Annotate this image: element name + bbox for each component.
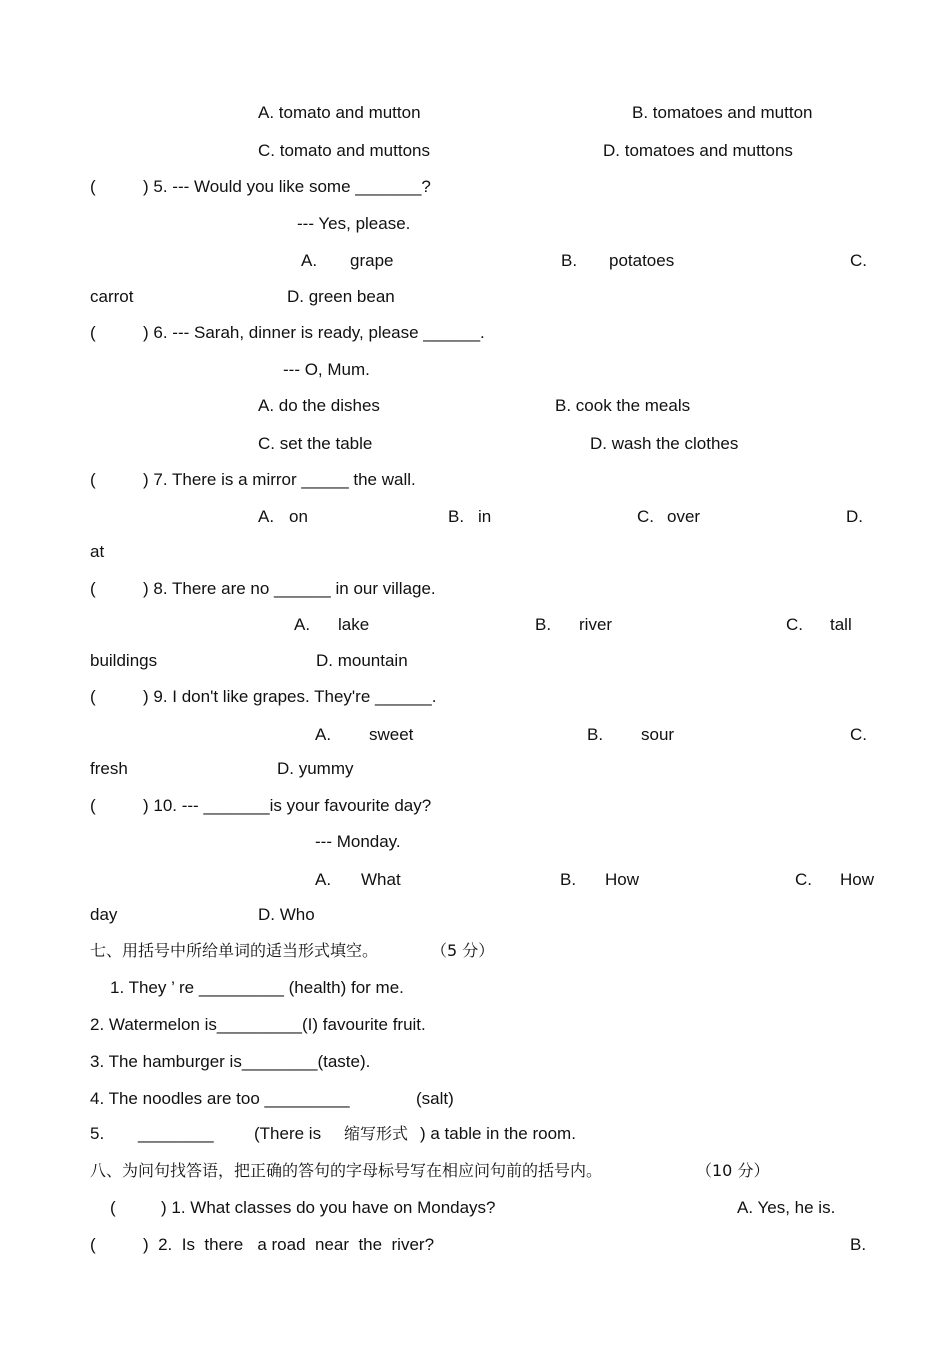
q10-answer-bracket: ( (90, 796, 96, 815)
q8-option-c-continued: buildings (90, 651, 158, 670)
q8-option-c-text: tall (830, 615, 852, 634)
q6-reply: --- O, Mum. (283, 360, 370, 379)
q8-option-d: D. mountain (316, 651, 408, 670)
q9-option-d: D. yummy (277, 759, 354, 778)
section-8-q1-answer: A. Yes, he is. (737, 1198, 836, 1217)
q10-option-c-letter: C. (795, 870, 812, 889)
q7-option-a-text: on (289, 507, 308, 526)
q8-option-c-letter: C. (786, 615, 803, 634)
section-7-item-5-number: 5. (90, 1124, 105, 1143)
q10-reply: --- Monday. (315, 832, 401, 851)
q7-stem: ) 7. There is a mirror _____ the wall. (143, 470, 416, 489)
q5-option-d: D. green bean (287, 287, 395, 306)
q9-answer-bracket: ( (90, 687, 96, 706)
q6-stem: ) 6. --- Sarah, dinner is ready, please ______. (143, 323, 485, 342)
q10-stem: ) 10. --- _______is your favourite day? (143, 796, 432, 815)
q10-option-d: D. Who (258, 905, 315, 924)
section-7-item-3: 3. The hamburger is________(taste). (90, 1052, 371, 1071)
q10-option-c-text: How (840, 870, 875, 889)
q8-option-b-letter: B. (535, 615, 552, 634)
q7-answer-bracket: ( (90, 470, 96, 489)
q6-option-b: B. cook the meals (555, 396, 691, 415)
section-8-q2: ) 2. Is there a road near the river? (143, 1235, 435, 1254)
section-7-heading: 七、用括号中所给单词的适当形式填空。 (90, 941, 379, 960)
q5-answer-bracket: ( (90, 177, 96, 196)
q5-option-b-text: potatoes (609, 251, 675, 270)
q8-option-a-text: lake (338, 615, 370, 634)
q7-option-d-text: at (90, 542, 105, 561)
q5-option-c-letter: C. (850, 251, 867, 270)
q9-option-c-letter: C. (850, 725, 867, 744)
q7-option-c-letter: C. (637, 507, 654, 526)
q10-option-a-letter: A. (315, 870, 332, 889)
q10-option-c-continued: day (90, 905, 118, 924)
section-8-q2-bracket: ( (90, 1235, 96, 1254)
section-7-score: （5 分） (431, 941, 495, 960)
q10-option-b-letter: B. (560, 870, 577, 889)
q7-option-a-letter: A. (258, 507, 275, 526)
q5-reply: --- Yes, please. (297, 214, 411, 233)
section-7-item-5-hint-cn: 缩写形式 (344, 1124, 409, 1143)
q9-option-a-text: sweet (369, 725, 414, 744)
section-8-heading: 八、为问句找答语，把正确的答句的字母标号写在相应问句前的括号内。 (90, 1161, 603, 1180)
q7-option-b-letter: B. (448, 507, 465, 526)
q6-option-a: A. do the dishes (258, 396, 380, 415)
q7-option-b-text: in (478, 507, 492, 526)
section-7-item-1: 1. They ’ re _________ (health) for me. (110, 978, 404, 997)
q8-option-a-letter: A. (294, 615, 311, 634)
q5-stem: ) 5. --- Would you like some _______? (143, 177, 431, 196)
q9-option-b-letter: B. (587, 725, 604, 744)
q9-option-b-text: sour (641, 725, 675, 744)
q7-option-d-letter: D. (846, 507, 863, 526)
q5-option-b-letter: B. (561, 251, 578, 270)
section-7-item-5-blank: ________ (138, 1124, 214, 1143)
section-7-item-4: 4. The noodles are too _________ (90, 1089, 350, 1108)
section-7-item-2: 2. Watermelon is_________(I) favourite fruit. (90, 1015, 426, 1034)
q5-option-a-text: grape (350, 251, 394, 270)
q7-option-c-text: over (667, 507, 701, 526)
q6-option-d: D. wash the clothes (590, 434, 739, 453)
q4-option-c: C. tomato and muttons (258, 141, 430, 160)
q4-option-b: B. tomatoes and mutton (632, 103, 813, 122)
q4-option-d: D. tomatoes and muttons (603, 141, 793, 160)
section-8-q2-answer: B. (850, 1235, 867, 1254)
section-8-score: （10 分） (696, 1161, 770, 1180)
section-8-q1-bracket: ( (110, 1198, 116, 1217)
q6-answer-bracket: ( (90, 323, 96, 342)
section-7-item-5-hint: (There is (254, 1124, 322, 1143)
q10-option-a-text: What (361, 870, 401, 889)
section-7-item-5-rest: ) a table in the room. (420, 1124, 576, 1143)
q5-option-c-text: carrot (90, 287, 134, 306)
section-8-q1: ) 1. What classes do you have on Mondays? (161, 1198, 496, 1217)
q8-answer-bracket: ( (90, 579, 96, 598)
q9-stem: ) 9. I don't like grapes. They're ______. (143, 687, 437, 706)
q6-option-c: C. set the table (258, 434, 373, 453)
q9-option-a-letter: A. (315, 725, 332, 744)
q8-option-b-text: river (579, 615, 613, 634)
section-7-item-4-hint: (salt) (416, 1089, 454, 1108)
q10-option-b-text: How (605, 870, 640, 889)
q9-option-c-text: fresh (90, 759, 128, 778)
q8-stem: ) 8. There are no ______ in our village. (143, 579, 436, 598)
q4-option-a: A. tomato and mutton (258, 103, 421, 122)
q5-option-a-letter: A. (301, 251, 318, 270)
